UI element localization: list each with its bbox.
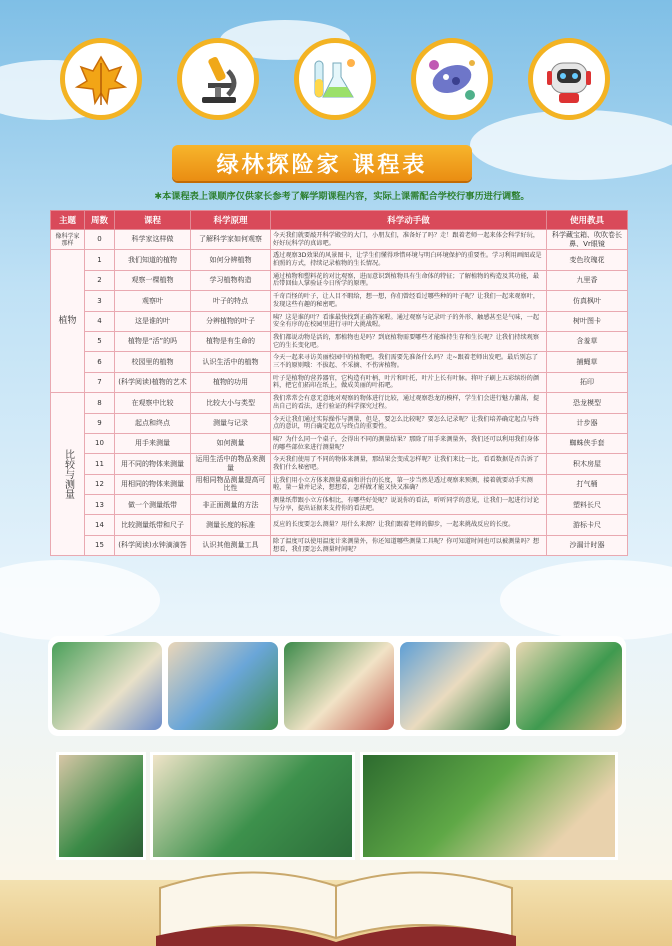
action-cell: 咦？为什么同一个桌子，会得出不同的测量结果？那除了用手来测量外，我们还可以利用我们身体的哪些部位来进行测量呢？ [271,433,547,453]
principle-cell: 测量与记录 [191,413,271,433]
table-row [51,474,628,494]
week-cell: 6 [85,352,115,372]
action-cell: 今天我们就要敲开科学殿堂的大门，小朋友们，准备好了吗？走！跟着老师一起来体会科学好玩，好好玩科学的真谛吧。 [271,230,547,250]
table-row [51,413,628,433]
tool-cell: 仿真枫叶 [547,291,628,311]
action-cell: 咦？这是谁的叶？看谁最快找到正确答案喔。通过观察与记录叶子的外形、触感甚至是气味，一起安全有序的在校园里进行寻叶大挑战喔。 [271,311,547,331]
principle-cell: 了解科学家如何观察 [191,230,271,250]
classroom-photo [168,642,278,730]
course-cell: 这是谁的叶 [115,311,191,331]
table-row [51,393,628,413]
week-cell: 10 [85,433,115,453]
principle-cell: 植物是有生命的 [191,331,271,351]
topic-cell: 植物 [51,250,85,393]
table-row [51,454,628,474]
action-cell: 反应的长度要怎么测量？用什么来测？让我们跟着老师的脚步，一起来挑战反应的长度。 [271,515,547,535]
tool-cell: 计步器 [547,413,628,433]
week-cell: 14 [85,515,115,535]
week-cell: 0 [85,230,115,250]
table-row [51,230,628,250]
tool-cell: 树叶图卡 [547,311,628,331]
table-row [51,535,628,555]
course-cell: 植物是“活”的吗 [115,331,191,351]
principle-cell: 认识生活中的植物 [191,352,271,372]
table-row [51,331,628,351]
action-cell: 今天让我们通过实际操作与测量，但是，要怎么比较呢？要怎么记录呢？让我们培养确定起点与终点的意识，明白确定起点与终点的重要性。 [271,413,547,433]
course-cell: 在观察中比较 [115,393,191,413]
week-cell: 12 [85,474,115,494]
header-tool: 使用教具 [547,211,628,230]
book-illustration [150,858,522,946]
principle-cell: 用相同物品测量提高可比性 [191,474,271,494]
tool-cell: 含羞草 [547,331,628,351]
course-cell: 做一个测量纸带 [115,495,191,515]
robot-icon [528,38,610,120]
table-row [51,352,628,372]
week-cell: 2 [85,270,115,290]
course-cell: 科学家这样做 [115,230,191,250]
tool-cell: 打气桶 [547,474,628,494]
week-cell: 1 [85,250,115,270]
leaves-icon [60,38,142,120]
course-cell: (科学阅读)植物的艺术 [115,372,191,392]
topic-cell: 像科学家那样 [51,230,85,250]
table-row [51,515,628,535]
table-row [51,372,628,392]
microscope-icon [177,38,259,120]
magnifier-photo [56,752,146,860]
course-cell: 比较测量纸带和尺子 [115,515,191,535]
tool-cell: 蜘蛛侠手套 [547,433,628,453]
principle-cell: 学习植物构造 [191,270,271,290]
principle-cell: 如何测量 [191,433,271,453]
classroom-photo [400,642,510,730]
action-cell: 我们都说动物是活的，那植物也是吗？到底植物需要哪些才能维持生存和生长呢？让我们持续观察它的生长变化吧。 [271,331,547,351]
action-cell: 测量纸带跟小立方体相比，有哪些好处呢？说说你的看法，听听同学的意见，让我们一起进行讨论与分享，提出证据来支持你的看法吧。 [271,495,547,515]
course-cell: 观察一棵植物 [115,270,191,290]
week-cell: 8 [85,393,115,413]
table-row [51,291,628,311]
week-cell: 3 [85,291,115,311]
course-cell: 校园里的植物 [115,352,191,372]
tool-cell: 塑料长尺 [547,495,628,515]
header-topic: 主题 [51,211,85,230]
photo-strip [48,636,626,736]
principle-cell: 比较大小与类型 [191,393,271,413]
action-cell: 除了温度可以使用温度计来测量外，你还知道哪些测量工具呢？你可知道时间也可以被测量吗？想想看，我们要怎么测量时间呢？ [271,535,547,555]
principle-cell: 如何分辨植物 [191,250,271,270]
tool-cell: 拓印 [547,372,628,392]
header-week: 周数 [85,211,115,230]
bacteria-icon [411,38,493,120]
week-cell: 5 [85,331,115,351]
tool-cell: 恐龙模型 [547,393,628,413]
course-cell: 用相同的物体来测量 [115,474,191,494]
tool-cell: 九里香 [547,270,628,290]
flasks-icon [294,38,376,120]
header-principle: 科学原理 [191,211,271,230]
header-action: 科学动手做 [271,211,547,230]
tool-cell: 积木房屋 [547,454,628,474]
course-table [50,210,628,556]
principle-cell: 分辨植物的叶子 [191,311,271,331]
table-row [51,433,628,453]
action-cell: 今天我们使用了不同的物体来测量，那结果会变成怎样呢？让我们来比一比，看看数据是否告诉了我们什么秘密吧。 [271,454,547,474]
principle-cell: 运用生活中的物品来测量 [191,454,271,474]
table-row [51,495,628,515]
topic-cell: 比较与测量 [51,393,85,556]
table-row [51,250,628,270]
course-cell: 用手来测量 [115,433,191,453]
principle-cell: 非正面测量的方法 [191,495,271,515]
action-cell: 千奇百怪的叶子，让人目不暇给，想一想，你们曾经看过哪些种的叶子呢？让我们一起来观察叶，发现这些有趣的秘密吧。 [271,291,547,311]
action-cell: 透过观察3D效果的风景图卡，让学生们懂得珍惜环境与明白环境保护的重要性。学习利用画图或是拍照的方式，持续记录植物的生长情况。 [271,250,547,270]
action-cell: 我们常常会有意无意地对观察的物体进行比较，通过观察恐龙的模样，学生们会进行魅力激荡，提出自己的看法，进行验证的科学探究过程。 [271,393,547,413]
week-cell: 4 [85,311,115,331]
course-cell: 观察叶 [115,291,191,311]
tool-cell: 沙漏计时器 [547,535,628,555]
classroom-photo [516,642,622,730]
course-cell: 用不同的物体来测量 [115,454,191,474]
page-title: 绿林探险家 课程表 [172,145,472,181]
action-cell: 让我们用小立方体来测量桌面和讲台的长度，第一步当然是透过观察来预测，接着就要动手实测啦，量一量并记录，想想看，怎样做才能又快又准确？ [271,474,547,494]
principle-cell: 测量长度的标准 [191,515,271,535]
header-course: 课程 [115,211,191,230]
principle-cell: 叶子的特点 [191,291,271,311]
action-cell: 今天一起来寻访美丽校园中的植物吧。我们需要先准备什么吗？走~跟着老师出发吧。最后别忘了三不的原则哦：不拔起、不采摘、不伤害植物。 [271,352,547,372]
students-photo [150,752,355,860]
action-cell: 叶子是植物的营养器官，它构造有叶柄、叶片和叶托，叶片上长有叶脉。将叶子刷上五彩缤纷的颜料，把它们拓印在纸上，做成美丽的叶拓吧。 [271,372,547,392]
principle-cell: 植物的功用 [191,372,271,392]
classroom-photo [284,642,394,730]
tool-cell: 捕蝇草 [547,352,628,372]
course-cell: 我们知道的植物 [115,250,191,270]
week-cell: 13 [85,495,115,515]
tool-cell: 科学藏宝箱、吹吹卷长鼻、Vr眼镜 [547,230,628,250]
notice-text: ✱本课程表上课顺序仅供家长参考了解学期课程内容，实际上课需配合学校行事历进行调整。 [154,191,530,202]
outdoor-photo [360,752,618,860]
table-row [51,311,628,331]
week-cell: 7 [85,372,115,392]
week-cell: 11 [85,454,115,474]
classroom-photo [52,642,162,730]
table-row [51,270,628,290]
week-cell: 15 [85,535,115,555]
course-cell: (科学阅读)水钟滴滴答 [115,535,191,555]
principle-cell: 认识其他测量工具 [191,535,271,555]
action-cell: 通过植物和塑料花的对比观察，进而意识到植物具有生命体的特征；了解植物的构造及其功能，最后带回仙人掌验证今日所学的原理。 [271,270,547,290]
week-cell: 9 [85,413,115,433]
tool-cell: 游标卡尺 [547,515,628,535]
tool-cell: 变色玫瑰花 [547,250,628,270]
course-cell: 起点和终点 [115,413,191,433]
